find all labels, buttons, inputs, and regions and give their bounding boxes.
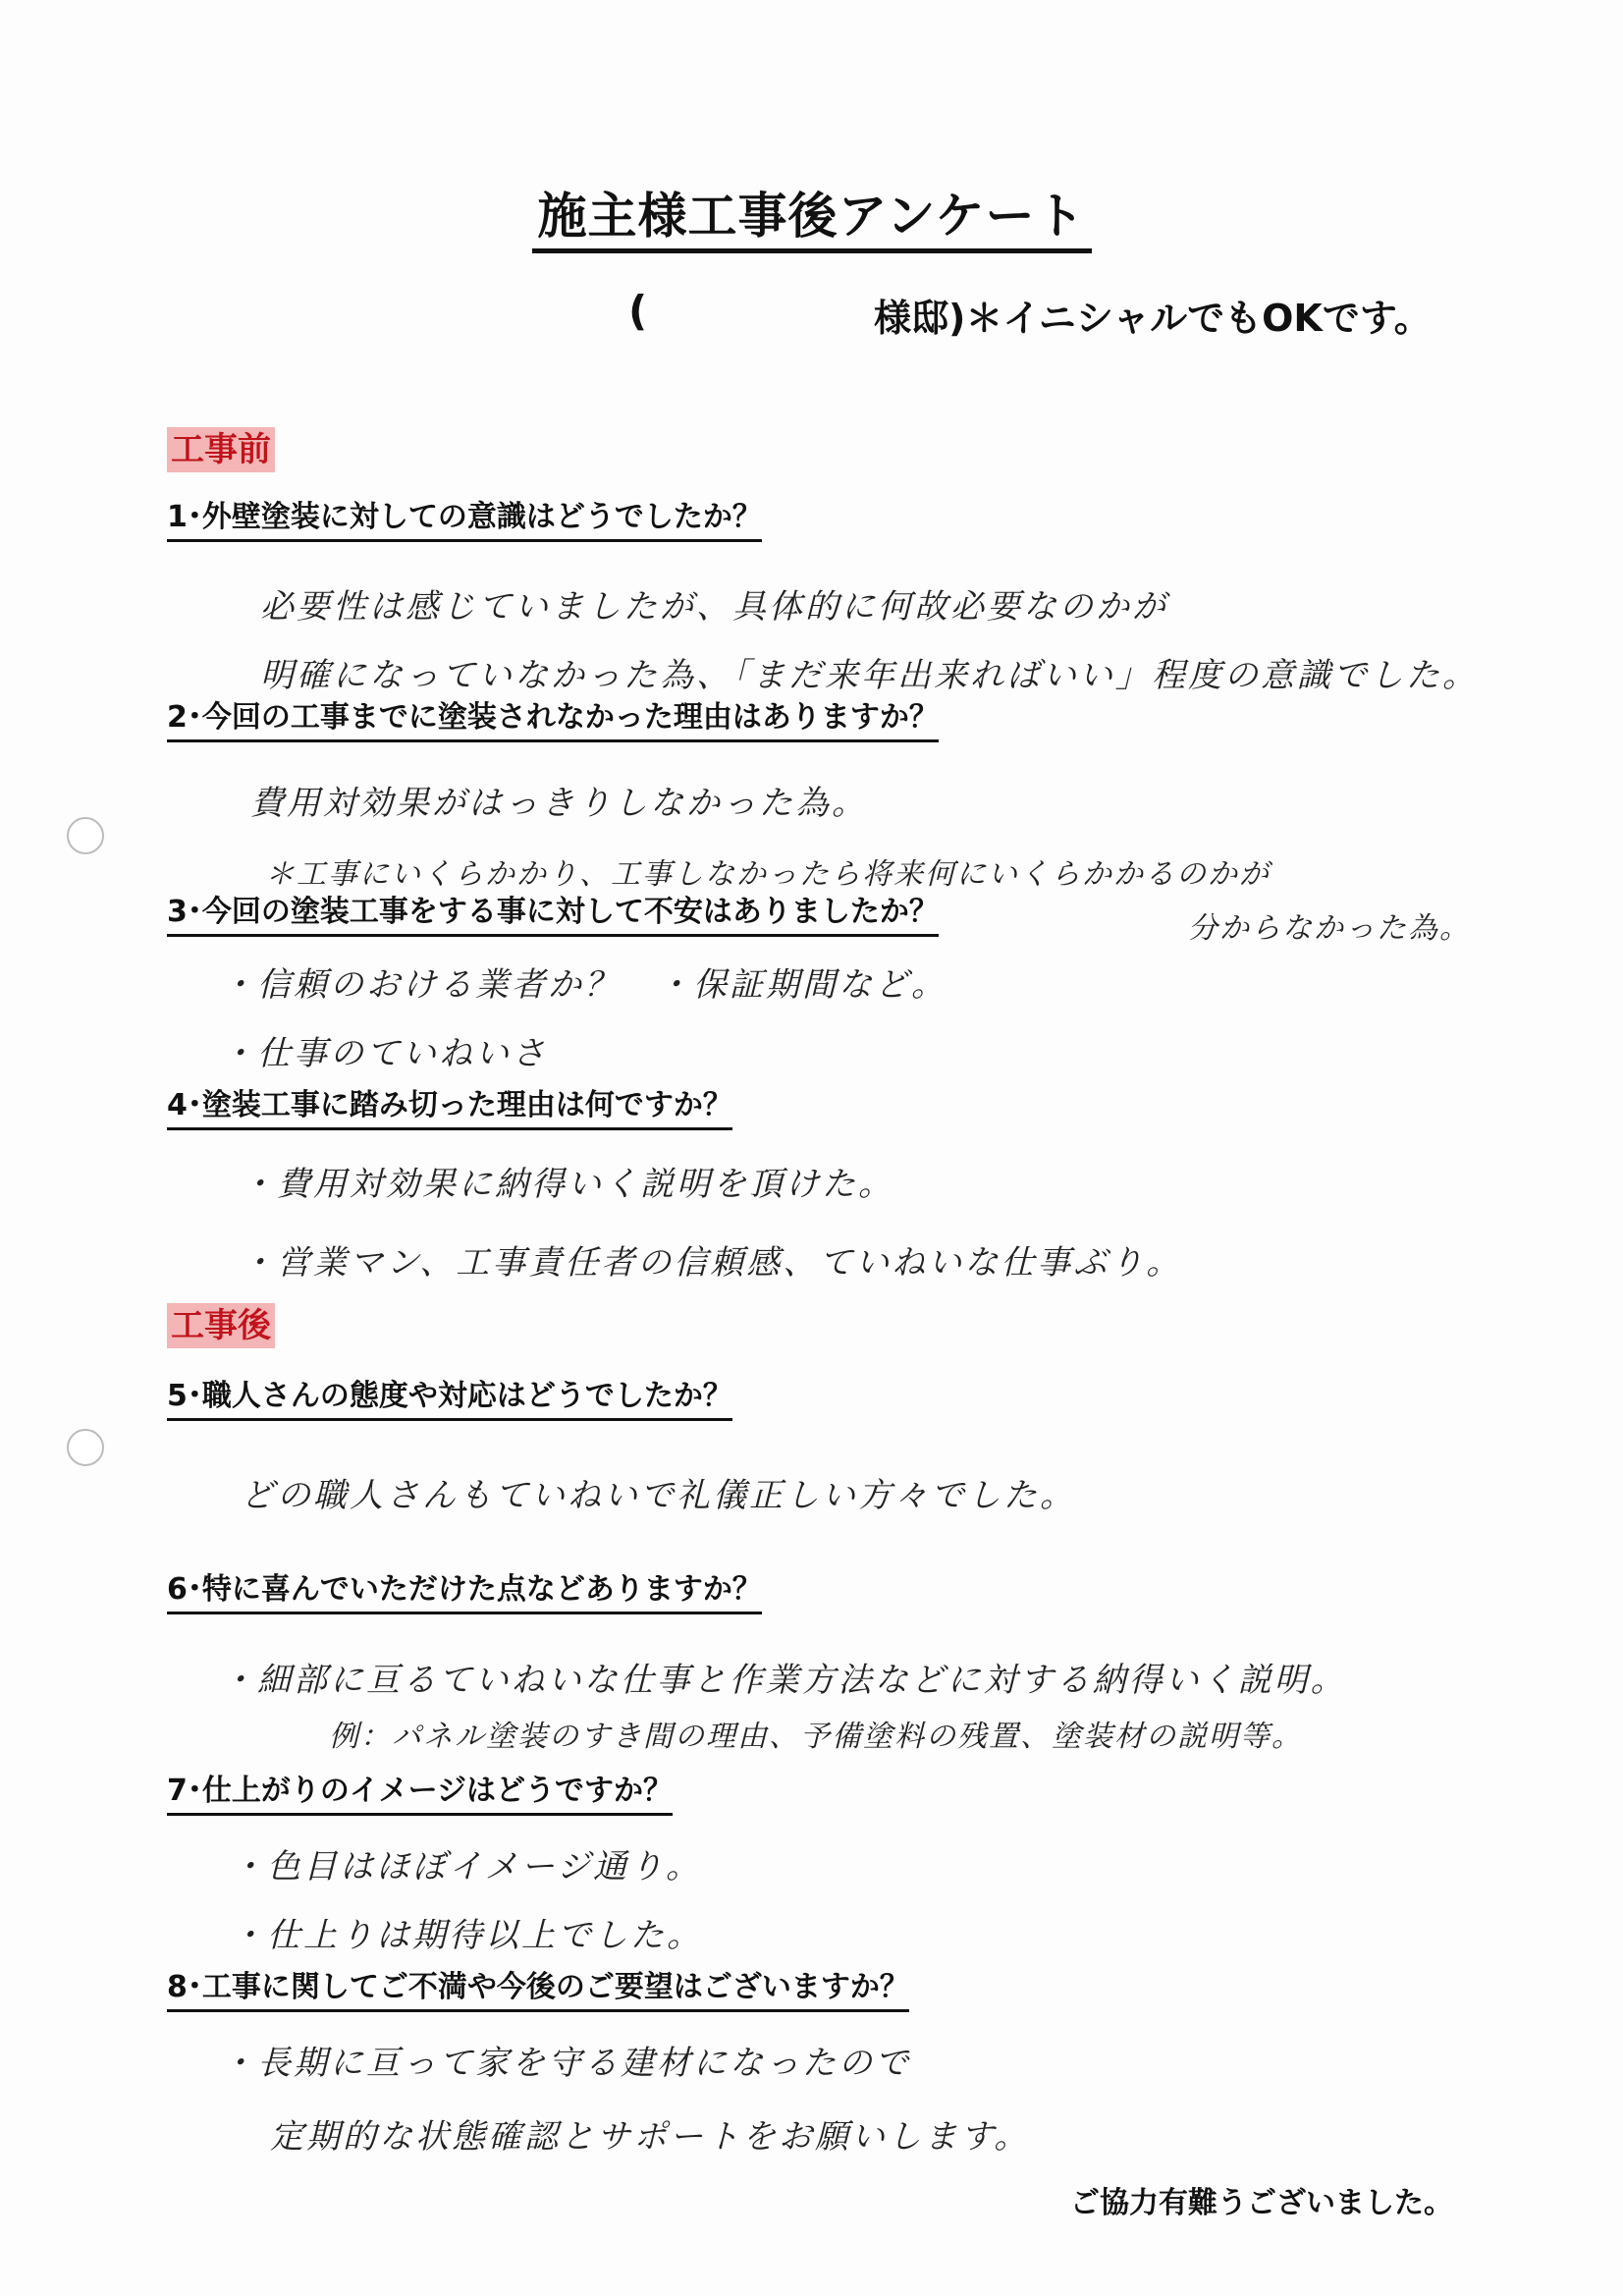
answer-7-line-2: ・仕上りは期待以上でした。 <box>231 1916 703 1955</box>
answer-6-line-1: ・細部に亘るていねいな仕事と作業方法などに対する納得いく説明。 <box>221 1661 1347 1700</box>
answer-1-line-1: 必要性は感じていましたが、具体的に何故必要なのかが <box>260 587 1168 627</box>
section-after: 工事後 <box>167 1303 275 1348</box>
closing-thanks: ご協力有難うございました。 <box>1070 2186 1453 2220</box>
question-4: 4･塗装工事に踏み切った理由は何ですか？ <box>167 1087 732 1130</box>
resident-label: 様邸)＊イニシャルでもOKです。 <box>874 297 1432 340</box>
answer-8-line-1: ・長期に亘って家を守る建材になったので <box>221 2044 911 2083</box>
answer-4-line-1: ・費用対効果に納得いく説明を頂けた。 <box>241 1165 894 1204</box>
answer-2-line-3: 分からなかった為。 <box>1188 911 1471 946</box>
answer-8-line-2: 定期的な状態確認とサポートをお願いします。 <box>270 2117 1031 2157</box>
question-1: 1･外壁塗装に対しての意識はどうでしたか？ <box>167 499 762 542</box>
question-8: 8･工事に関してご不満や今後のご要望はございますか？ <box>167 1969 909 2012</box>
answer-3-line-2: ・仕事のていねいさ <box>221 1034 548 1073</box>
answer-3-line-1: ・信頼のおける業者か？ ・保証期間など。 <box>221 965 947 1005</box>
answer-1-line-2: 明確になっていなかった為、「まだ来年出来ればいい」程度の意識でした。 <box>260 656 1479 695</box>
punch-hole-top <box>67 817 104 854</box>
question-6: 6･特に喜んでいただけた点などありますか？ <box>167 1571 762 1614</box>
question-5: 5･職人さんの態度や対応はどうでしたか？ <box>167 1378 732 1421</box>
page-title: 施主様工事後アンケート <box>0 177 1623 247</box>
answer-2-line-1: 費用対効果がはっきりしなかった為。 <box>250 784 868 823</box>
answer-4-line-2: ・営業マン、工事責任者の信頼感、ていねいな仕事ぶり。 <box>241 1243 1183 1283</box>
question-2: 2･今回の工事までに塗装されなかった理由はありますか？ <box>167 699 939 742</box>
question-7: 7･仕上がりのイメージはどうですか？ <box>167 1773 673 1816</box>
answer-6-line-2: 例：パネル塗装のすき間の理由、予備塗料の残置、塗装材の説明等。 <box>329 1720 1303 1754</box>
answer-5-line-1: どの職人さんもていねいで礼儀正しい方々でした。 <box>241 1476 1076 1515</box>
answer-7-line-1: ・色目はほぼイメージ通り。 <box>231 1847 702 1886</box>
answer-2-line-2: ＊工事にいくらかかり、工事しなかったら将来何にいくらかかるのかが <box>265 857 1271 892</box>
resident-open-paren: ( <box>628 287 648 335</box>
question-3: 3･今回の塗装工事をする事に対して不安はありましたか？ <box>167 894 939 937</box>
section-before: 工事前 <box>167 427 275 472</box>
punch-hole-bottom <box>67 1429 104 1466</box>
